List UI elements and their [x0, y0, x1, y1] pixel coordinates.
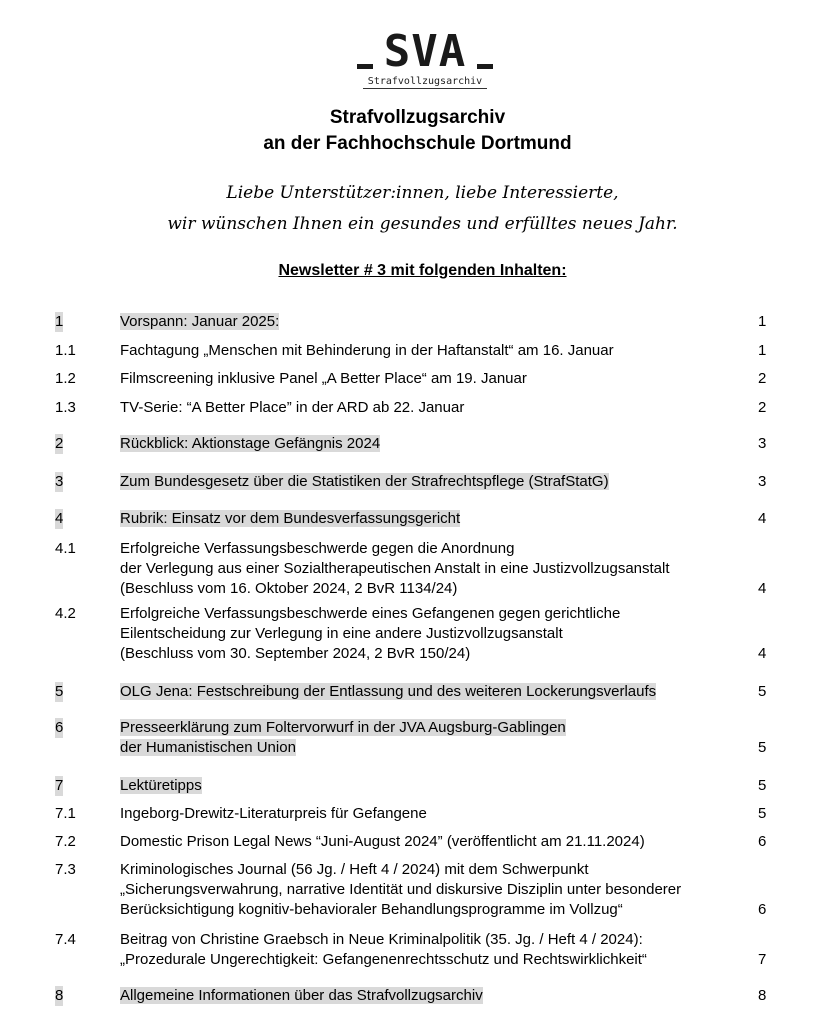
toc-number: 6 — [55, 719, 64, 736]
toc-number: 4 — [55, 510, 64, 527]
toc-title — [120, 930, 745, 970]
logo-underline — [363, 88, 487, 89]
toc-title-line: der Verlegung aus einer Sozialtherapeutischen Anstalt in eine Justizvollzugsanstalt — [120, 560, 670, 577]
toc-title — [120, 804, 745, 824]
toc-page-number: 3 — [758, 473, 767, 490]
toc-number: 7.3 — [55, 861, 76, 878]
toc-title-line: Allgemeine Informationen über das Strafvollzugsarchiv — [120, 987, 483, 1004]
toc-page-number: 5 — [758, 683, 767, 700]
toc-title — [120, 509, 745, 529]
toc-title-line: Lektüretipps — [120, 777, 202, 794]
toc-page-number: 7 — [758, 951, 767, 968]
toc-title — [120, 860, 745, 920]
toc-page-number: 6 — [758, 833, 767, 850]
toc-title-line: Fachtagung „Menschen mit Behinderung in der Haftanstalt“ am 16. Januar — [120, 342, 614, 359]
toc-page-number: 1 — [758, 342, 767, 359]
toc-page-number: 4 — [758, 645, 767, 662]
toc-title-line: Rückblick: Aktionstage Gefängnis 2024 — [120, 435, 381, 452]
toc-title-line: TV-Serie: “A Better Place” in der ARD ab 22. Januar — [120, 399, 465, 416]
toc-title-line: (Beschluss vom 16. Oktober 2024, 2 BvR 1134/24) — [120, 580, 458, 597]
toc-title — [120, 604, 745, 664]
toc-title — [120, 434, 745, 454]
toc-page-number: 4 — [758, 580, 767, 597]
toc-number: 7.1 — [55, 805, 76, 822]
org-name: Strafvollzugsarchiv — [329, 107, 506, 128]
toc-number: 3 — [55, 473, 64, 490]
toc-page-number: 4 — [758, 510, 767, 527]
sva-logo — [355, 28, 495, 94]
toc-number: 7.2 — [55, 833, 76, 850]
toc-number: 4.1 — [55, 540, 76, 557]
toc-title-line: Filmscreening inklusive Panel „A Better Place“ am 19. Januar — [120, 370, 527, 387]
toc-number: 1.3 — [55, 399, 76, 416]
toc-page-number: 5 — [758, 777, 767, 794]
toc-page-number: 2 — [758, 399, 767, 416]
newsletter-heading: Newsletter # 3 mit folgenden Inhalten: — [278, 262, 567, 279]
toc-title-line: Presseerklärung zum Foltervorwurf in der JVA Augsburg-Gablingen — [120, 719, 566, 736]
greeting-line-2: wir wünschen Ihnen ein gesundes und erfülltes neues Jahr. — [167, 214, 678, 234]
toc-title — [120, 718, 745, 758]
toc-number: 1 — [55, 313, 64, 330]
toc-title-line: Kriminologisches Journal (56 Jg. / Heft 4 / 2024) mit dem Schwerpunkt — [120, 861, 589, 878]
toc-title — [120, 369, 745, 389]
toc-title-line: Ingeborg-Drewitz-Literaturpreis für Gefangene — [120, 805, 427, 822]
toc-title — [120, 539, 745, 599]
toc-number: 4.2 — [55, 605, 76, 622]
toc-title-line: Beitrag von Christine Graebsch in Neue Kriminalpolitik (35. Jg. / Heft 4 / 2024): — [120, 931, 643, 948]
org-subtitle: an der Fachhochschule Dortmund — [263, 133, 572, 154]
toc-page-number: 8 — [758, 987, 767, 1004]
toc-page-number: 1 — [758, 313, 767, 330]
toc-title-line: Berücksichtigung kognitiv-behavioraler Behandlungsprogramme im Vollzug“ — [120, 901, 623, 918]
toc-title-line: Zum Bundesgesetz über die Statistiken der Strafrechtspflege (StrafStatG) — [120, 473, 609, 490]
toc-title-line: Rubrik: Einsatz vor dem Bundesverfassungsgericht — [120, 510, 461, 527]
toc-number: 1.2 — [55, 370, 76, 387]
toc-title — [120, 776, 745, 796]
toc-title-line: OLG Jena: Festschreibung der Entlassung und des weiteren Lockerungsverlaufs — [120, 683, 657, 700]
logo-subtext: Strafvollzugsarchiv — [367, 76, 483, 87]
toc-title — [120, 312, 745, 332]
toc-title — [120, 832, 745, 852]
logo-text: SVA — [383, 26, 467, 77]
toc-title — [120, 472, 745, 492]
toc-title-line: (Beschluss vom 30. September 2024, 2 BvR 150/24) — [120, 645, 471, 662]
toc-title-line: Vorspann: Januar 2025: — [120, 313, 280, 330]
toc-page-number: 3 — [758, 435, 767, 452]
toc-number: 7 — [55, 777, 64, 794]
toc-number: 2 — [55, 435, 64, 452]
toc-number: 8 — [55, 987, 64, 1004]
toc-page-number: 5 — [758, 739, 767, 756]
toc-number: 1.1 — [55, 342, 76, 359]
toc-title-line: der Humanistischen Union — [120, 739, 296, 756]
toc-title-line: Erfolgreiche Verfassungsbeschwerde eines Gefangenen gegen gerichtliche — [120, 605, 621, 622]
toc-title — [120, 341, 745, 361]
greeting-line-1: Liebe Unterstützer:innen, liebe Interessierte, — [226, 183, 619, 203]
toc-title-line: Erfolgreiche Verfassungsbeschwerde gegen die Anordnung — [120, 540, 515, 557]
toc-title-line: Eilentscheidung zur Verlegung in eine andere Justizvollzugsanstalt — [120, 625, 563, 642]
logo-bar-right — [477, 64, 493, 69]
toc-title-line: „Sicherungsverwahrung, narrative Identität und diskursive Disziplin unter besonderer — [120, 881, 682, 898]
toc-title-line: Domestic Prison Legal News “Juni-August 2024” (veröffentlicht am 21.11.2024) — [120, 833, 645, 850]
toc-page-number: 2 — [758, 370, 767, 387]
toc-page-number: 5 — [758, 805, 767, 822]
toc-title — [120, 986, 745, 1006]
toc-title — [120, 398, 745, 418]
toc-number: 5 — [55, 683, 64, 700]
toc-page-number: 6 — [758, 901, 767, 918]
toc-number: 7.4 — [55, 931, 76, 948]
toc-title — [120, 682, 745, 702]
toc-title-line: „Prozedurale Ungerechtigkeit: Gefangenenrechtsschutz und Rechtswirklichkeit“ — [120, 951, 647, 968]
